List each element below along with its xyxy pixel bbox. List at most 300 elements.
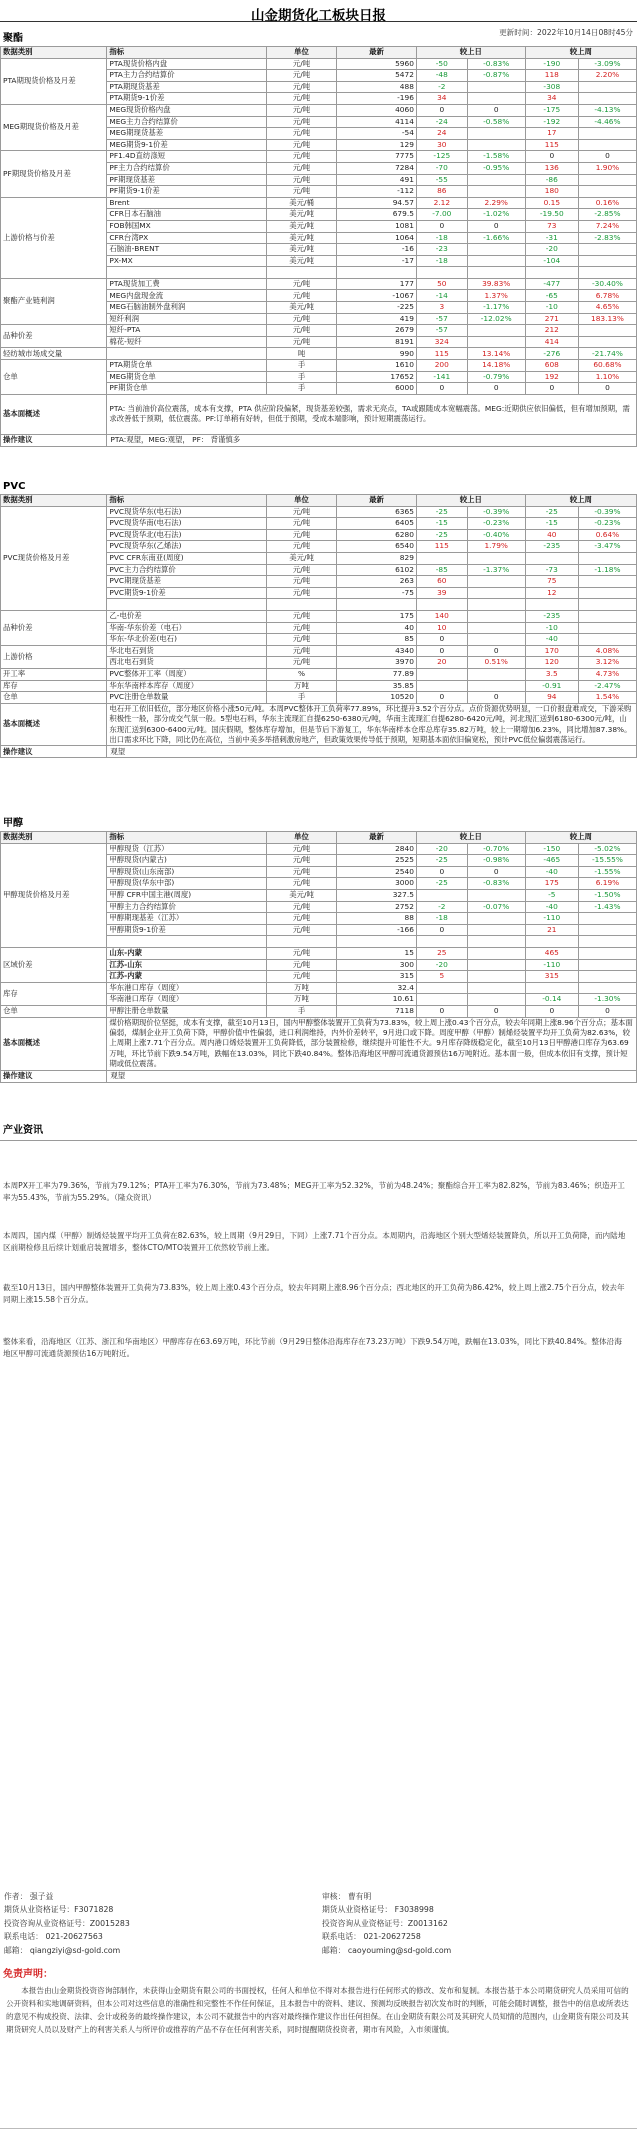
- row-day-pct: [467, 622, 525, 634]
- col-header-indicator: 指标: [107, 495, 267, 507]
- row-latest: 3000: [337, 878, 417, 890]
- row-day-change: [416, 936, 467, 948]
- news-item: 本周四，国内煤（甲醇）制烯烃装置平均开工负荷在82.63%，较上周期（9月29日，下同）上涨7.71个百分点。本周期内，沿海地区个别大型烯烃装置降负，所以开工负荷降，而内陆地区前期检修且后续计划重启装置增多，整体CTO/MTO装置开工依然较节前上涨。: [3, 1231, 626, 1252]
- row-latest: 94.57: [337, 197, 417, 209]
- row-day-change: -25: [416, 878, 467, 890]
- row-category: 上游价格: [1, 645, 107, 668]
- row-day-pct: -1.37%: [467, 564, 525, 576]
- row-unit: 美元/吨: [266, 302, 336, 314]
- row-unit: 万吨: [266, 982, 336, 994]
- row-day-change: -57: [416, 313, 467, 325]
- row-latest: 263: [337, 576, 417, 588]
- row-day-change: [416, 668, 467, 680]
- row-day-change: 34: [416, 93, 467, 105]
- row-week-pct: [578, 924, 636, 936]
- row-day-change: -2: [416, 81, 467, 93]
- row-unit: 元/吨: [266, 506, 336, 518]
- row-week-change: 0: [525, 383, 578, 395]
- row-week-change: 180: [525, 186, 578, 198]
- row-indicator: PVC期现货基差: [107, 576, 267, 588]
- row-day-change: -125: [416, 151, 467, 163]
- row-week-change: -190: [525, 58, 578, 70]
- row-unit: [266, 599, 336, 611]
- col-header-vs-prev-day: 较上日: [416, 47, 525, 59]
- row-unit: 元/吨: [266, 657, 336, 669]
- row-day-pct: [467, 947, 525, 959]
- row-indicator: MEG内盘现金流: [107, 290, 267, 302]
- row-unit: 元/吨: [266, 128, 336, 140]
- row-week-change: 12: [525, 587, 578, 599]
- col-header-category: 数据类别: [1, 47, 107, 59]
- row-day-change: -14: [416, 290, 467, 302]
- col-header-indicator: 指标: [107, 47, 267, 59]
- row-week-change: 73: [525, 220, 578, 232]
- row-unit: 元/吨: [266, 325, 336, 337]
- row-week-change: 75: [525, 576, 578, 588]
- row-unit: %: [266, 668, 336, 680]
- basic-overview-row: [1, 703, 637, 746]
- row-day-change: 140: [416, 610, 467, 622]
- row-indicator: 甲醇期货9-1价差: [107, 924, 267, 936]
- row-day-change: -20: [416, 843, 467, 855]
- row-indicator: PTA现货价格内盘: [107, 58, 267, 70]
- table-row: [1, 506, 637, 518]
- row-indicator: MEG期货仓单: [107, 371, 267, 383]
- row-latest: [337, 936, 417, 948]
- basic-overview-text: 电石开工依旧低位，部分地区价格小涨50元/吨。本周PVC整体开工负荷率77.89%，环比提升3.52个百分点。点价货源优势明显，一口价报盘难成交，下游采购积极性一般，部分成交气氛一般。5型电石料，华东主流现汇自提6250-6380元/吨，华南主流现汇自提6280-6420元/吨，河北现汇送到6180-6300元/吨，山东现汇送到6300-6400元/吨。国庆假期，整体库存增加，但是节后下游复工，华东华南样本仓库总库存35.82万吨，较上一期增加6.23%，同比增加87.38%。出口需求环比下降，同比仍在高位，当前中美多举措刺激房地产，但政策效果传导低于预期，短期基本面依旧偏宽松，预计PVC低位偏弱震荡运行。: [107, 703, 637, 746]
- author-consult-license: 投资咨询从业资格证号：Z0015283: [4, 1918, 130, 1928]
- header-rule: [0, 21, 637, 22]
- row-week-pct: [578, 587, 636, 599]
- row-day-change: -20: [416, 959, 467, 971]
- row-week-pct: [578, 552, 636, 564]
- row-latest: 491: [337, 174, 417, 186]
- table-row: [1, 151, 637, 163]
- row-category: 品种价差: [1, 325, 107, 348]
- row-week-pct: [578, 576, 636, 588]
- row-unit: 元/吨: [266, 576, 336, 588]
- table-row: [1, 1005, 637, 1017]
- row-indicator: 棉花-短纤: [107, 336, 267, 348]
- row-day-pct: [467, 971, 525, 983]
- row-week-pct: [578, 81, 636, 93]
- col-header-category: 数据类别: [1, 495, 107, 507]
- row-day-change: 20: [416, 657, 467, 669]
- row-indicator: CFR日本石脑油: [107, 209, 267, 221]
- row-category: PVC现货价格及月差: [1, 506, 107, 610]
- row-latest: 129: [337, 139, 417, 151]
- row-week-change: -40: [525, 634, 578, 646]
- table-row: [1, 278, 637, 290]
- row-latest: 7284: [337, 162, 417, 174]
- row-unit: 手: [266, 692, 336, 704]
- row-week-change: 212: [525, 325, 578, 337]
- row-day-pct: [467, 668, 525, 680]
- polyester-section: [0, 32, 637, 447]
- row-day-pct: [467, 889, 525, 901]
- row-latest: 15: [337, 947, 417, 959]
- table-row: [1, 197, 637, 209]
- row-week-change: 115: [525, 139, 578, 151]
- row-unit: 手: [266, 360, 336, 372]
- row-day-pct: [467, 267, 525, 279]
- row-indicator: 甲醇主力合约结算价: [107, 901, 267, 913]
- row-indicator: 甲醇期现基差（江苏）: [107, 913, 267, 925]
- table-row: [1, 692, 637, 704]
- row-week-pct: [578, 622, 636, 634]
- row-day-change: 30: [416, 139, 467, 151]
- row-day-change: -18: [416, 255, 467, 267]
- row-week-change: -235: [525, 610, 578, 622]
- row-unit: 元/吨: [266, 541, 336, 553]
- operation-advice-label: 操作建议: [1, 434, 107, 446]
- news-item: 整体来看，沿海地区（江苏、浙江和华南地区）甲醇库存在63.69万吨，环比节前（9月29日整体沿海库存在73.23万吨）下跌9.54万吨，跌幅在13.03%，同比下跌40.84%。整体沿海地区甲醇可流通货源预估16万吨附近。: [3, 1337, 622, 1358]
- row-indicator: PVC现货华南(电石法): [107, 518, 267, 530]
- row-indicator: PF期现货基差: [107, 174, 267, 186]
- row-indicator: 甲醇 CFR中国主港(周度): [107, 889, 267, 901]
- row-day-change: -50: [416, 58, 467, 70]
- row-week-change: 315: [525, 971, 578, 983]
- row-indicator: 石脑油-BRENT: [107, 244, 267, 256]
- table-row: [1, 325, 637, 337]
- row-unit: 元/吨: [266, 587, 336, 599]
- row-latest: 300: [337, 959, 417, 971]
- row-week-pct: [578, 336, 636, 348]
- row-week-change: 94: [525, 692, 578, 704]
- row-day-pct: [467, 634, 525, 646]
- table-row: [1, 610, 637, 622]
- table-row: [1, 843, 637, 855]
- table-row: [1, 668, 637, 680]
- row-day-pct: -12.02%: [467, 313, 525, 325]
- row-unit: [266, 267, 336, 279]
- row-category: 品种价差: [1, 610, 107, 645]
- col-header-vs-prev-week: 较上周: [525, 495, 636, 507]
- col-header-vs-prev-day: 较上日: [416, 832, 525, 844]
- row-latest: 32.4: [337, 982, 417, 994]
- row-day-change: 5: [416, 971, 467, 983]
- row-week-change: 118: [525, 70, 578, 82]
- table-header-row: [1, 832, 637, 844]
- row-week-pct: 183.13%: [578, 313, 636, 325]
- row-indicator: PF主力合约结算价: [107, 162, 267, 174]
- row-week-change: -150: [525, 843, 578, 855]
- row-week-pct: 0.64%: [578, 529, 636, 541]
- row-day-pct: 1.37%: [467, 290, 525, 302]
- row-latest: 5960: [337, 58, 417, 70]
- row-week-pct: [578, 913, 636, 925]
- row-day-pct: [467, 587, 525, 599]
- section-title: 聚酯: [3, 33, 23, 44]
- row-day-change: -18: [416, 232, 467, 244]
- row-day-change: -70: [416, 162, 467, 174]
- row-week-pct: -3.47%: [578, 541, 636, 553]
- author-email: 邮箱： qiangziyi@sd-gold.com: [4, 1945, 121, 1955]
- row-latest: 10520: [337, 692, 417, 704]
- col-header-unit: 单位: [266, 832, 336, 844]
- row-day-change: -23: [416, 244, 467, 256]
- row-unit: 元/吨: [266, 151, 336, 163]
- row-latest: 327.5: [337, 889, 417, 901]
- row-latest: 6405: [337, 518, 417, 530]
- row-week-change: -308: [525, 81, 578, 93]
- row-latest: 8191: [337, 336, 417, 348]
- row-week-pct: 0.16%: [578, 197, 636, 209]
- row-category: 库存: [1, 680, 107, 692]
- row-day-change: 25: [416, 947, 467, 959]
- row-latest: 88: [337, 913, 417, 925]
- col-header-vs-prev-week: 较上周: [525, 832, 636, 844]
- col-header-latest: 最新: [337, 832, 417, 844]
- row-week-change: 271: [525, 313, 578, 325]
- row-week-change: -477: [525, 278, 578, 290]
- row-indicator: PTA期货9-1价差: [107, 93, 267, 105]
- table-header-row: [1, 495, 637, 507]
- polyester-table: [0, 46, 637, 447]
- row-indicator: MEG主力合约结算价: [107, 116, 267, 128]
- section-title: PVC: [3, 481, 26, 492]
- row-week-pct: -1.50%: [578, 889, 636, 901]
- row-day-change: 39: [416, 587, 467, 599]
- row-indicator: PVC注册仓单数量: [107, 692, 267, 704]
- row-day-pct: 0: [467, 1005, 525, 1017]
- row-week-pct: 7.24%: [578, 220, 636, 232]
- row-unit: 手: [266, 371, 336, 383]
- pvc-table: [0, 494, 637, 758]
- row-week-change: 40: [525, 529, 578, 541]
- row-week-change: -104: [525, 255, 578, 267]
- row-week-pct: 1.10%: [578, 371, 636, 383]
- row-unit: 元/吨: [266, 162, 336, 174]
- row-day-change: [416, 599, 467, 611]
- row-unit: 元/吨: [266, 645, 336, 657]
- disclaimer-text: 本报告由山金期货投资咨询部制作，未获得山金期货有限公司的书面授权，任何人和单位不得对本报告进行任何形式的修改、发布和复制。本报告基于本公司期货研究人员采用可信的公开资料和实地调研资料，但本公司对这些信息的准确性和完整性不作任何保证，且本报告中的资料、建议、预测均反映报告初次发布时的判断，可能会随时调整，报告中的信息或所表达的意见不构成投资、法律、会计或税务的最终操作建议，本公司不就报告中的内容对最终操作建议作出任何担保。在山金期货有限公司及其研究人员知情的范围内，山金期货有限公司及其期货研究人员以及财产上的利害关系人与所评价或推荐的产品不存在任何利害关系，同时提醒期货投资者，期市有风险，入市须谨慎。: [6, 1986, 629, 2034]
- row-day-pct: [467, 255, 525, 267]
- row-week-change: -31: [525, 232, 578, 244]
- row-unit: 元/吨: [266, 634, 336, 646]
- row-week-pct: [578, 186, 636, 198]
- row-latest: 829: [337, 552, 417, 564]
- row-week-change: 175: [525, 878, 578, 890]
- row-week-pct: [578, 971, 636, 983]
- row-day-pct: [467, 680, 525, 692]
- row-latest: 6365: [337, 506, 417, 518]
- row-day-pct: 1.79%: [467, 541, 525, 553]
- row-latest: 4060: [337, 104, 417, 116]
- row-latest: 3970: [337, 657, 417, 669]
- row-week-pct: -30.40%: [578, 278, 636, 290]
- row-indicator: 华北电石到货: [107, 645, 267, 657]
- row-latest: 6102: [337, 564, 417, 576]
- row-day-change: 0: [416, 692, 467, 704]
- row-indicator: Brent: [107, 197, 267, 209]
- row-week-pct: 60.68%: [578, 360, 636, 372]
- row-indicator: 乙-电价差: [107, 610, 267, 622]
- row-day-change: 24: [416, 128, 467, 140]
- row-week-change: -10: [525, 622, 578, 634]
- row-latest: 2540: [337, 866, 417, 878]
- row-week-pct: [578, 982, 636, 994]
- row-unit: 手: [266, 383, 336, 395]
- col-header-latest: 最新: [337, 495, 417, 507]
- row-day-change: -7.00: [416, 209, 467, 221]
- pvc-section: [0, 480, 637, 758]
- row-latest: 2525: [337, 855, 417, 867]
- reviewer-name: 审核： 曹有明: [322, 1892, 372, 1901]
- row-indicator: PTA现货加工费: [107, 278, 267, 290]
- row-week-change: 192: [525, 371, 578, 383]
- row-indicator: PVC整体开工率（周度）: [107, 668, 267, 680]
- table-row: [1, 104, 637, 116]
- row-indicator: 山东-内蒙: [107, 947, 267, 959]
- row-week-pct: [578, 255, 636, 267]
- row-week-change: -19.50: [525, 209, 578, 221]
- row-week-pct: -1.18%: [578, 564, 636, 576]
- row-unit: 元/吨: [266, 855, 336, 867]
- row-category: 轻纺城市场成交量: [1, 348, 107, 360]
- row-category: 甲醇现货价格及月差: [1, 843, 107, 947]
- row-week-pct: [578, 128, 636, 140]
- row-indicator: PF期货9-1价差: [107, 186, 267, 198]
- row-latest: 77.89: [337, 668, 417, 680]
- row-indicator: MEG现货价格内盘: [107, 104, 267, 116]
- row-day-change: 0: [416, 383, 467, 395]
- row-category: 聚酯产业链利润: [1, 278, 107, 324]
- row-unit: 元/吨: [266, 58, 336, 70]
- row-indicator: 甲醇现货(山东南部): [107, 866, 267, 878]
- row-day-pct: [467, 913, 525, 925]
- row-day-pct: [467, 936, 525, 948]
- row-week-pct: 4.08%: [578, 645, 636, 657]
- operation-advice-row: [1, 434, 637, 446]
- row-day-change: -85: [416, 564, 467, 576]
- basic-overview-row: [1, 1017, 637, 1070]
- row-week-change: [525, 936, 578, 948]
- row-day-change: 0: [416, 924, 467, 936]
- row-week-change: -235: [525, 541, 578, 553]
- row-day-pct: -0.98%: [467, 855, 525, 867]
- row-week-pct: 4.73%: [578, 668, 636, 680]
- row-week-pct: -0.23%: [578, 518, 636, 530]
- row-day-pct: [467, 982, 525, 994]
- row-week-change: 414: [525, 336, 578, 348]
- row-week-pct: -3.09%: [578, 58, 636, 70]
- row-day-change: 0: [416, 645, 467, 657]
- row-day-change: 324: [416, 336, 467, 348]
- row-day-change: [416, 267, 467, 279]
- row-unit: 元/吨: [266, 139, 336, 151]
- row-indicator: PTA期现货基差: [107, 81, 267, 93]
- row-week-change: [525, 552, 578, 564]
- row-indicator: MEG期现货基差: [107, 128, 267, 140]
- row-unit: 元/吨: [266, 290, 336, 302]
- row-day-pct: 0: [467, 692, 525, 704]
- row-latest: -75: [337, 587, 417, 599]
- row-category: 仓单: [1, 1005, 107, 1017]
- row-day-change: -24: [416, 116, 467, 128]
- row-unit: 元/吨: [266, 174, 336, 186]
- row-indicator: PF1.4D直纺涤短: [107, 151, 267, 163]
- row-week-pct: [578, 325, 636, 337]
- row-week-change: -40: [525, 901, 578, 913]
- row-unit: 元/吨: [266, 70, 336, 82]
- row-latest: 40: [337, 622, 417, 634]
- row-latest: 10.61: [337, 994, 417, 1006]
- row-day-change: 0: [416, 634, 467, 646]
- row-week-pct: -0.39%: [578, 506, 636, 518]
- row-week-pct: -2.83%: [578, 232, 636, 244]
- row-unit: 元/吨: [266, 336, 336, 348]
- row-week-change: 21: [525, 924, 578, 936]
- row-indicator: PVC现货华东(电石法): [107, 506, 267, 518]
- row-day-pct: 14.18%: [467, 360, 525, 372]
- row-day-pct: [467, 336, 525, 348]
- row-latest: -196: [337, 93, 417, 105]
- row-week-pct: [578, 947, 636, 959]
- row-week-change: -25: [525, 506, 578, 518]
- row-day-pct: -0.95%: [467, 162, 525, 174]
- row-indicator: [107, 936, 267, 948]
- row-day-pct: -1.58%: [467, 151, 525, 163]
- row-day-pct: -0.39%: [467, 506, 525, 518]
- table-row: [1, 680, 637, 692]
- row-day-pct: [467, 959, 525, 971]
- row-indicator: CFR台湾PX: [107, 232, 267, 244]
- row-day-pct: -0.79%: [467, 371, 525, 383]
- row-unit: 元/吨: [266, 529, 336, 541]
- row-week-change: -20: [525, 244, 578, 256]
- table-row: [1, 348, 637, 360]
- row-unit: 元/吨: [266, 947, 336, 959]
- row-week-change: -10: [525, 302, 578, 314]
- row-week-change: 170: [525, 645, 578, 657]
- row-week-change: 136: [525, 162, 578, 174]
- operation-advice-label: 操作建议: [1, 746, 107, 758]
- col-header-category: 数据类别: [1, 832, 107, 844]
- row-latest: -225: [337, 302, 417, 314]
- col-header-vs-prev-day: 较上日: [416, 495, 525, 507]
- industry-news: [0, 1124, 637, 1358]
- row-day-change: -25: [416, 506, 467, 518]
- row-unit: 吨: [266, 348, 336, 360]
- row-latest: 6540: [337, 541, 417, 553]
- row-day-pct: [467, 325, 525, 337]
- row-week-change: 120: [525, 657, 578, 669]
- row-indicator: PTA期货仓单: [107, 360, 267, 372]
- row-week-pct: -1.30%: [578, 994, 636, 1006]
- row-week-pct: 4.65%: [578, 302, 636, 314]
- methanol-section: [0, 817, 637, 1083]
- row-week-pct: -4.13%: [578, 104, 636, 116]
- row-indicator: PX-MX: [107, 255, 267, 267]
- news-title: 产业资讯: [3, 1125, 43, 1136]
- row-category: 上游价格与价差: [1, 197, 107, 278]
- row-indicator: 甲醇现货(华东中部): [107, 878, 267, 890]
- row-week-pct: [578, 174, 636, 186]
- row-day-pct: -1.66%: [467, 232, 525, 244]
- row-day-pct: [467, 186, 525, 198]
- row-indicator: 江苏-内蒙: [107, 971, 267, 983]
- news-rule: [0, 1140, 637, 1141]
- row-indicator: 华南港口库存（周度）: [107, 994, 267, 1006]
- author-license: 期货从业资格证号：F3071828: [4, 1905, 114, 1915]
- row-indicator: PVC期货9-1价差: [107, 587, 267, 599]
- row-day-change: 0: [416, 1005, 467, 1017]
- reviewer-license: 期货从业资格证号： F3038998: [322, 1905, 434, 1915]
- row-day-change: 0: [416, 220, 467, 232]
- row-day-pct: -0.87%: [467, 70, 525, 82]
- row-week-pct: [578, 936, 636, 948]
